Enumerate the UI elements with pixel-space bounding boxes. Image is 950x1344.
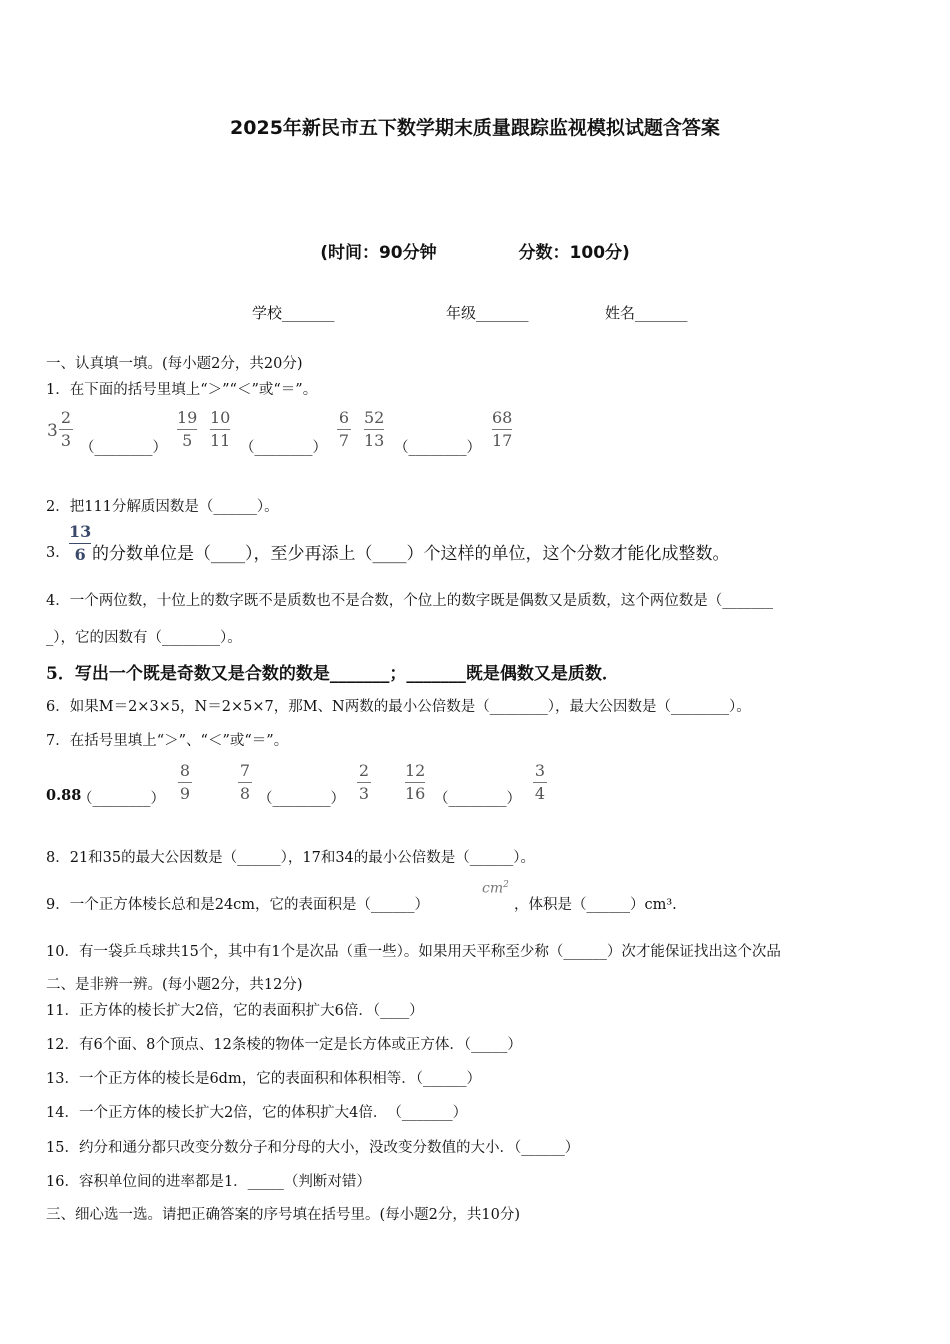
q7-f5-num: 3 [534, 761, 546, 780]
q1-f2-den: 5 [182, 431, 193, 450]
q7-f3-num: 2 [358, 761, 370, 780]
school-field[interactable]: 学校_______ [252, 304, 335, 322]
q1-fraction-2 [177, 410, 197, 449]
q9-unit: cm [482, 880, 504, 897]
q7-fraction-4 [405, 763, 425, 802]
page-title: 2025年新民市五下数学期末质量跟踪监视模拟试题含答案 [230, 117, 720, 139]
q7-f4-num: 12 [405, 761, 426, 780]
section-1-heading: 一、认真填一填。(每小题2分，共20分) [46, 356, 303, 372]
exam-time: (时间：90分钟 [320, 243, 437, 263]
question-7: 7．在括号里填上“＞”、“＜”或“＝”。 [46, 733, 289, 749]
question-12: 12．有6个面、8个顶点、12条棱的物体一定是长方体或正方体．（_____） [46, 1037, 522, 1053]
q1-blank-1[interactable]: （________） [80, 440, 167, 456]
section-3-heading: 三、细心选一选。请把正确答案的序号填在括号里。(每小题2分，共10分) [46, 1207, 520, 1223]
q1-f1-num: 2 [60, 408, 72, 427]
q1-f4-den: 7 [338, 431, 350, 450]
q7-fraction-5 [533, 763, 547, 802]
q7-fraction-1 [178, 763, 192, 802]
q9-unit-cm2 [482, 880, 509, 897]
exam-meta [0, 238, 950, 263]
q7-f1-num: 8 [179, 761, 191, 780]
q7-blank-2[interactable]: （________） [258, 791, 345, 807]
question-3: 的分数单位是（____），至少再添上（____）个这样的单位，这个分数才能化成整数。 [92, 544, 730, 564]
question-3-number: 3． [46, 545, 70, 561]
q1-fraction-1 [59, 410, 73, 449]
question-4-line-2: _），它的因数有（________）。 [46, 630, 242, 646]
q1-f4-num: 6 [338, 408, 350, 427]
q9-unit-sup: 2 [503, 880, 509, 890]
question-1: 1．在下面的括号里填上“＞”“＜”或“＝”。 [46, 382, 318, 398]
q1-f3-num: 10 [210, 408, 231, 427]
q3-frac-num: 13 [69, 522, 92, 541]
name-field[interactable]: 姓名_______ [605, 304, 688, 322]
q7-blank-1[interactable]: （________） [78, 791, 165, 807]
q7-lead-value: 0.88 [46, 787, 82, 804]
q7-f5-den: 4 [534, 784, 546, 803]
q3-fraction [69, 524, 91, 563]
question-9-part-a: 9．一个正方体棱长总和是24cm，它的表面积是（______） [46, 897, 430, 913]
q1-fraction-5 [364, 410, 384, 449]
question-9-part-b: ，体积是（______）cm³. [514, 897, 677, 913]
question-4-line-1: 4．一个两位数，十位上的数字既不是质数也不是合数，个位上的数字既是偶数又是质数，这个两位数是（_______ [46, 593, 773, 609]
q1-f2-num: 19 [177, 408, 198, 427]
q1-whole-number: 3 [47, 421, 58, 441]
question-14: 14．一个正方体的棱长扩大2倍，它的体积扩大4倍． （_______） [46, 1105, 468, 1121]
q7-f2-den: 8 [239, 784, 251, 803]
question-15: 15．约分和通分都只改变分数分子和分母的大小，没改变分数值的大小．（______） [46, 1140, 580, 1156]
q3-frac-den: 6 [74, 545, 86, 564]
q1-f6-num: 68 [492, 408, 513, 427]
question-6: 6．如果M＝2×3×5，N＝2×5×7，那M、N两数的最小公倍数是（________），最大公因数是（________）。 [46, 699, 751, 715]
q1-f1-den: 3 [60, 431, 72, 450]
q1-fraction-6 [492, 410, 512, 449]
question-10: 10．有一袋乒乓球共15个，其中有1个是次品（重一些）。如果用天平称至少称（______）次才能保证找出这个次品 [46, 944, 781, 960]
question-16: 16．容积单位间的进率都是1．_____（判断对错） [46, 1174, 371, 1190]
q1-f5-den: 13 [364, 431, 385, 450]
q1-fraction-3 [210, 410, 230, 449]
section-2-heading: 二、是非辨一辨。(每小题2分，共12分) [46, 977, 303, 993]
q7-fraction-2 [238, 763, 252, 802]
q7-f4-den: 16 [405, 784, 426, 803]
q7-blank-3[interactable]: （________） [434, 791, 521, 807]
question-5: 5．写出一个既是奇数又是合数的数是_______；_______既是偶数又是质数． [46, 664, 619, 684]
q1-f3-den: 11 [210, 431, 231, 450]
q7-f2-num: 7 [239, 761, 251, 780]
q7-f1-den: 9 [179, 784, 191, 803]
q1-f6-den: 17 [492, 431, 513, 450]
grade-field[interactable]: 年级_______ [446, 304, 529, 322]
question-2: 2．把111分解质因数是（______）。 [46, 499, 279, 515]
question-13: 13．一个正方体的棱长是6dm，它的表面积和体积相等．（______） [46, 1071, 481, 1087]
exam-score: 分数：100分) [518, 243, 630, 263]
question-11: 11．正方体的棱长扩大2倍，它的表面积扩大6倍．（____） [46, 1003, 424, 1019]
q1-f5-num: 52 [364, 408, 385, 427]
q1-blank-3[interactable]: （________） [394, 440, 481, 456]
question-8: 8．21和35的最大公因数是（______），17和34的最小公倍数是（______）。 [46, 850, 536, 866]
q1-blank-2[interactable]: （________） [240, 440, 327, 456]
q7-fraction-3 [357, 763, 371, 802]
q1-fraction-4 [337, 410, 351, 449]
q7-f3-den: 3 [358, 784, 370, 803]
